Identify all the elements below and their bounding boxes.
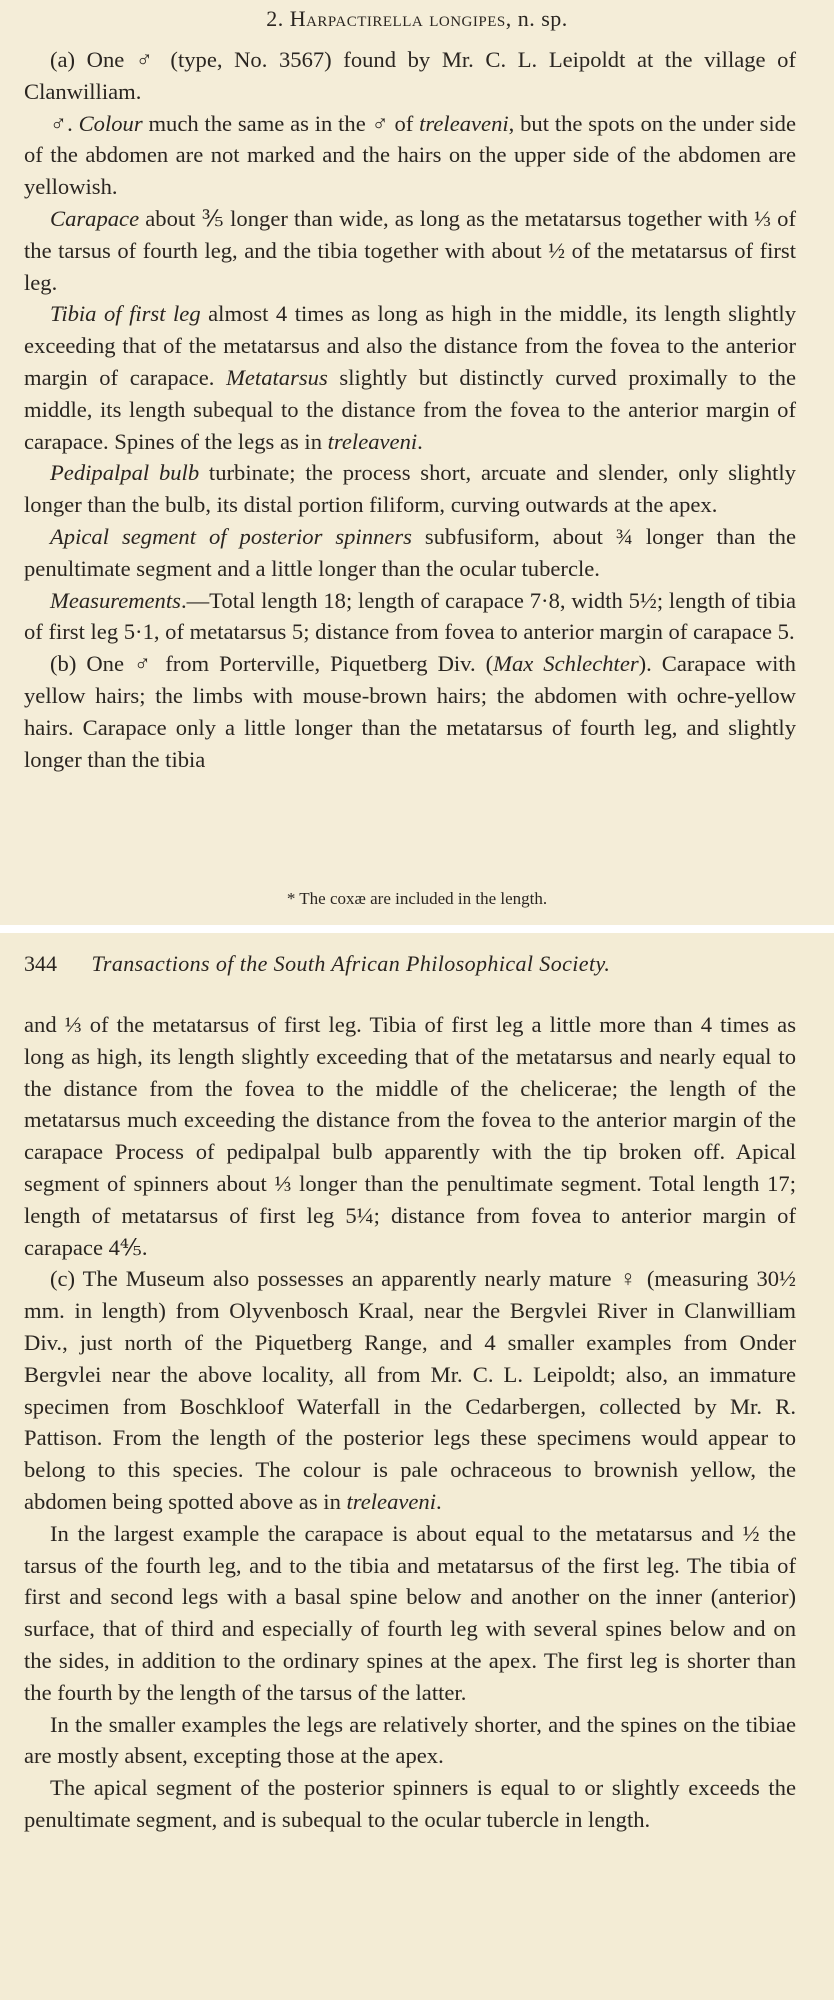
text-run: . xyxy=(417,428,423,454)
paragraph-smaller xyxy=(24,1709,796,1773)
page-bottom xyxy=(0,933,834,2000)
text-run: .—Total length 18; length of carapace 7·8, width 5½; length of tibia of first leg 5·1, of metatarsus 5; distance from fovea to anterior margin of carapace 5. xyxy=(24,587,796,645)
paragraph-largest xyxy=(24,1518,796,1709)
text-run: and ⅓ of the metatarsus of first leg. Tibia of first leg a little more than 4 times as long as high, its length slightly exceeding that of the metatarsus and nearly equal to the distance from the fovea to the middle of the chelicerae; the length of the metatarsus much exceeding the distance from the fovea to the anterior margin of the carapace Process of pedipalpal bulb apparently with the tip broken off. Apical segment of spinners about ⅓ longer than the penultimate segment. Total length 17; length of metatarsus of first leg 5¼; distance from fovea to anterior margin of carapace 4⅘. xyxy=(24,1012,796,1260)
footnote: * The coxæ are included in the length. xyxy=(286,889,548,908)
title-number: 2. xyxy=(266,6,284,31)
italic-text: treleaveni xyxy=(419,110,509,136)
title-suffix: n. sp. xyxy=(517,6,568,31)
species-title xyxy=(0,6,834,32)
text-run: The apical segment of the posterior spinners is equal to or slightly exceeds the penultimate segment, and is subequal to the ocular tubercle in length. xyxy=(24,1775,796,1832)
paragraph-b xyxy=(24,648,796,775)
paragraph-c xyxy=(24,1263,796,1517)
paragraph-cont xyxy=(24,1009,796,1263)
italic-text: treleaveni xyxy=(327,428,418,454)
italic-text: Max Schlechter xyxy=(493,651,639,677)
page-number: 344 xyxy=(24,951,57,976)
italic-text: Measurements xyxy=(50,587,181,613)
italic-text: Apical segment of posterior spinners xyxy=(50,523,412,549)
paragraph-a xyxy=(24,44,796,108)
paragraph-tibia xyxy=(24,298,796,457)
paragraph-bulb xyxy=(24,457,796,521)
text-run: . xyxy=(436,1488,442,1514)
paragraph-colour xyxy=(24,108,796,203)
text-run: In the largest example the carapace is about equal to the metatarsus and ½ the tarsus of the fourth leg, and to the tibia and metatarsus of the first leg. The tibia of first and second legs with a basal spine below and another on the inner (anterior) surface, that of third and especially of fourth leg with several spines below and on the sides, in addition to the ordinary spines at the apex. The first leg is shorter than the fourth by the length of the tarsus of the latter. xyxy=(24,1520,796,1705)
text-run: ♂. xyxy=(50,110,79,136)
page-divider xyxy=(0,925,834,933)
page-top xyxy=(0,0,834,925)
text-run: subfusiform, about ¾ longer than the penultimate segment and a little longer than the ocular tubercle. xyxy=(24,523,796,581)
text-run: In the smaller examples the legs are relatively shorter, and the spines on the tibiae are mostly absent, excepting those at the apex. xyxy=(24,1711,796,1769)
italic-text: Pedipalpal bulb xyxy=(50,460,200,486)
body-text-top xyxy=(24,44,796,775)
paragraph-spinners xyxy=(24,1772,796,1836)
italic-text: Metatarsus xyxy=(226,364,328,390)
text-run: , but the spots on the under side of the abdomen are not marked and the hairs on the upper side of the abdomen are yellowish. xyxy=(24,110,796,200)
text-run: ). Carapace with yellow hairs; the limbs with mouse-brown hairs; the abdomen with ochre-yellow hairs. Carapace only a little longer than the metatarsus of fourth leg, and slightly longer than the tibia xyxy=(24,651,796,772)
text-run: about ⅗ longer than wide, as long as the metatarsus together with ⅓ of the tarsus of fourth leg, and the tibia together with about ½ of the metatarsus of first leg. xyxy=(24,205,796,295)
text-run: almost 4 times as long as high in the middle, its length slightly exceeding that of the metatarsus and also the distance from the fovea to the anterior margin of carapace. xyxy=(24,301,796,390)
text-run: slightly but distinctly curved proximally to the middle, its length subequal to the distance from the fovea to the anterior margin of carapace. Spines of the legs as in xyxy=(24,364,797,454)
paragraph-apical xyxy=(24,521,796,585)
title-genus-species: Harpactirella longipes, xyxy=(289,6,512,31)
running-header xyxy=(24,951,804,977)
italic-text: Colour xyxy=(78,110,143,136)
paragraph-measurements xyxy=(24,585,796,649)
text-run: turbinate; the process short, arcuate and slender, only slightly longer than the bulb, its distal portion filiform, curving outwards at the apex. xyxy=(24,460,796,518)
italic-text: treleaveni xyxy=(346,1488,437,1514)
journal-title: Transactions of the South African Philosophical Society. xyxy=(91,951,611,976)
text-run: (b) One ♂ from Porterville, Piquetberg Div. ( xyxy=(50,651,494,677)
paragraph-carapace xyxy=(24,203,796,298)
text-run: (c) The Museum also possesses an apparently nearly mature ♀ (measuring 30½ mm. in length) from Olyvenbosch Kraal, near the Bergvlei River in Clanwilliam Div., just north of the Piquetberg Range, and 4 smaller examples from Onder Bergvlei near the above locality, all from Mr. C. L. Leipoldt; also, an immature specimen from Boschkloof Waterfall in the Cedarbergen, collected by Mr. R. Pattison. From the length of the posterior legs these specimens would appear to belong to this species. The colour is pale ochraceous to brownish yellow, the abdomen being spotted above as in xyxy=(24,1266,796,1514)
body-text-bottom xyxy=(24,1009,796,1836)
text-run: (a) One ♂ (type, No. 3567) found by Mr. C. L. Leipoldt at the village of Clanwilliam. xyxy=(24,47,796,104)
text-run: much the same as in the ♂ of xyxy=(142,110,420,136)
italic-text: Tibia of first leg xyxy=(50,301,201,327)
italic-text: Carapace xyxy=(50,205,140,231)
